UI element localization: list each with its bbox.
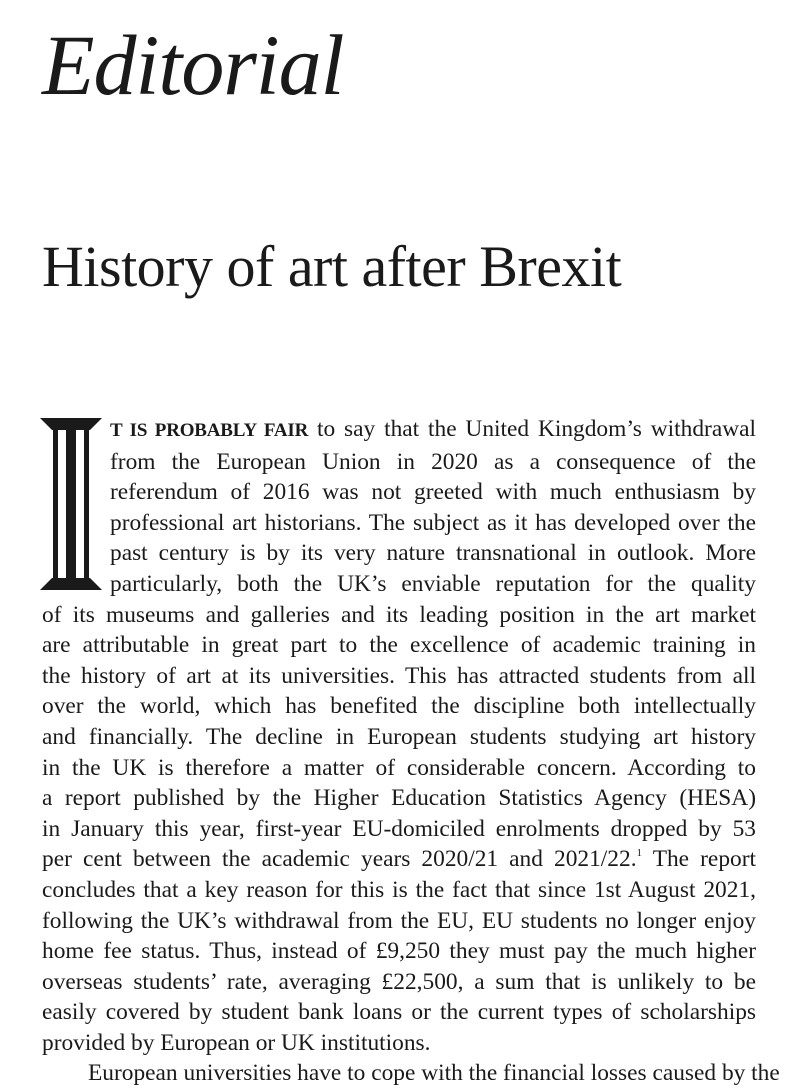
body-line: T IS PROBABLY FAIR to say that the United Kingdom’s withdrawal [110,416,756,442]
body-line: are attributable in great part to the excellence of academic training in [42,632,756,659]
body-line: European universities have to cope with the financial losses caused by the [88,1060,780,1087]
drop-cap-text: I [40,418,41,419]
body-line: of its museums and galleries and its leading position in the art market [42,601,756,628]
section-title: Editorial [42,17,344,113]
body-line: the history of art at its universities. This has attracted students from all [42,662,756,689]
article-title: History of art after Brexit [42,234,622,299]
body-line: in the UK is therefore a matter of considerable concern. According to [42,754,756,781]
body-line: referendum of 2016 was not greeted with much enthusiasm by [110,479,756,506]
body-line: provided by European or UK institutions. [42,1029,431,1056]
body-line: in January this year, first-year EU-domiciled enrolments dropped by 53 [42,815,756,842]
body-line: from the European Union in 2020 as a consequence of the [110,448,756,475]
body-line: home fee status. Thus, instead of £9,250 they must pay the much higher [42,938,756,965]
body-line: over the world, which has benefited the discipline both intellectually [42,693,756,720]
lead-in-text: T IS PROBABLY FAIR [110,420,309,441]
body-line: easily covered by student bank loans or the current types of scholarships [42,999,756,1026]
body-line: per cent between the academic years 2020/21 and 2021/22.$^1$ The report [42,846,756,873]
body-line: professional art historians. The subject as it has developed over the [110,509,756,536]
body-line: a report published by the Higher Education Statistics Agency (HESA) [42,785,756,812]
footnote-marker[interactable]: 1 [636,847,643,860]
article-body [42,414,780,1089]
body-line: past century is by its very nature transnational in outlook. More [110,540,756,567]
body-line: and financially. The decline in European students studying art history [42,723,756,750]
body-line: overseas students’ rate, averaging £22,500, a sum that is unlikely to be [42,968,756,995]
body-line: following the UK’s withdrawal from the EU, EU students no longer enjoy [42,907,756,934]
body-line: concludes that a key reason for this is the fact that since 1st August 2021, [42,876,756,903]
body-line: particularly, both the UK’s enviable reputation for the quality [110,570,756,597]
